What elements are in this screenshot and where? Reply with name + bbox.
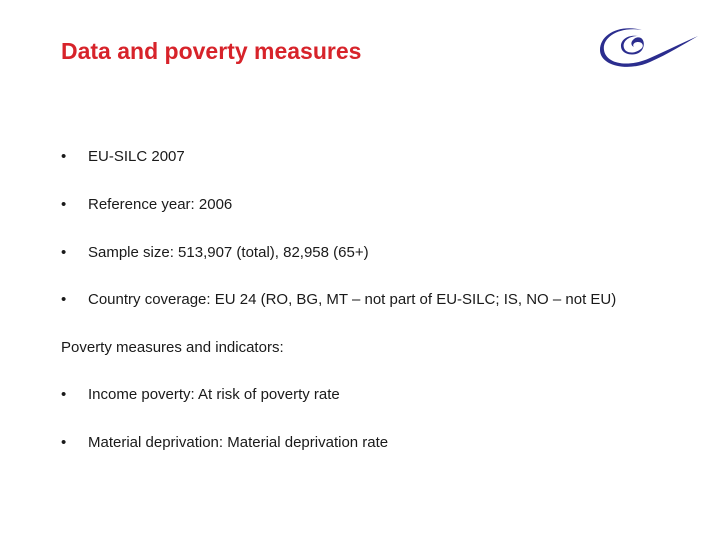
bullet-text: Sample size: 513,907 (total), 82,958 (65+) <box>88 244 369 261</box>
bullet-item <box>61 196 232 213</box>
bullet-item <box>61 291 616 308</box>
european-logo-icon <box>598 20 702 72</box>
bullet-text: Reference year: 2006 <box>88 196 233 213</box>
bullet-icon: • <box>61 244 67 261</box>
bullet-icon: • <box>61 148 67 165</box>
slide-title: Data and poverty measures <box>61 38 362 64</box>
bullet-item <box>61 434 388 451</box>
bullet-text: Country coverage: EU 24 (RO, BG, MT – not part of EU-SILC; IS, NO – not EU) <box>88 291 617 308</box>
bullet-text: Material deprivation: Material deprivation rate <box>88 434 389 451</box>
bullet-text: EU-SILC 2007 <box>88 148 185 165</box>
bullet-icon: • <box>61 291 67 308</box>
bullet-icon: • <box>61 434 67 451</box>
bullet-item <box>61 386 340 403</box>
section-heading: Poverty measures and indicators: <box>61 339 284 356</box>
bullet-item <box>61 148 185 165</box>
bullet-text: Income poverty: At risk of poverty rate <box>88 386 340 403</box>
bullet-icon: • <box>61 196 67 213</box>
bullet-icon: • <box>61 386 67 403</box>
bullet-item <box>61 244 369 261</box>
